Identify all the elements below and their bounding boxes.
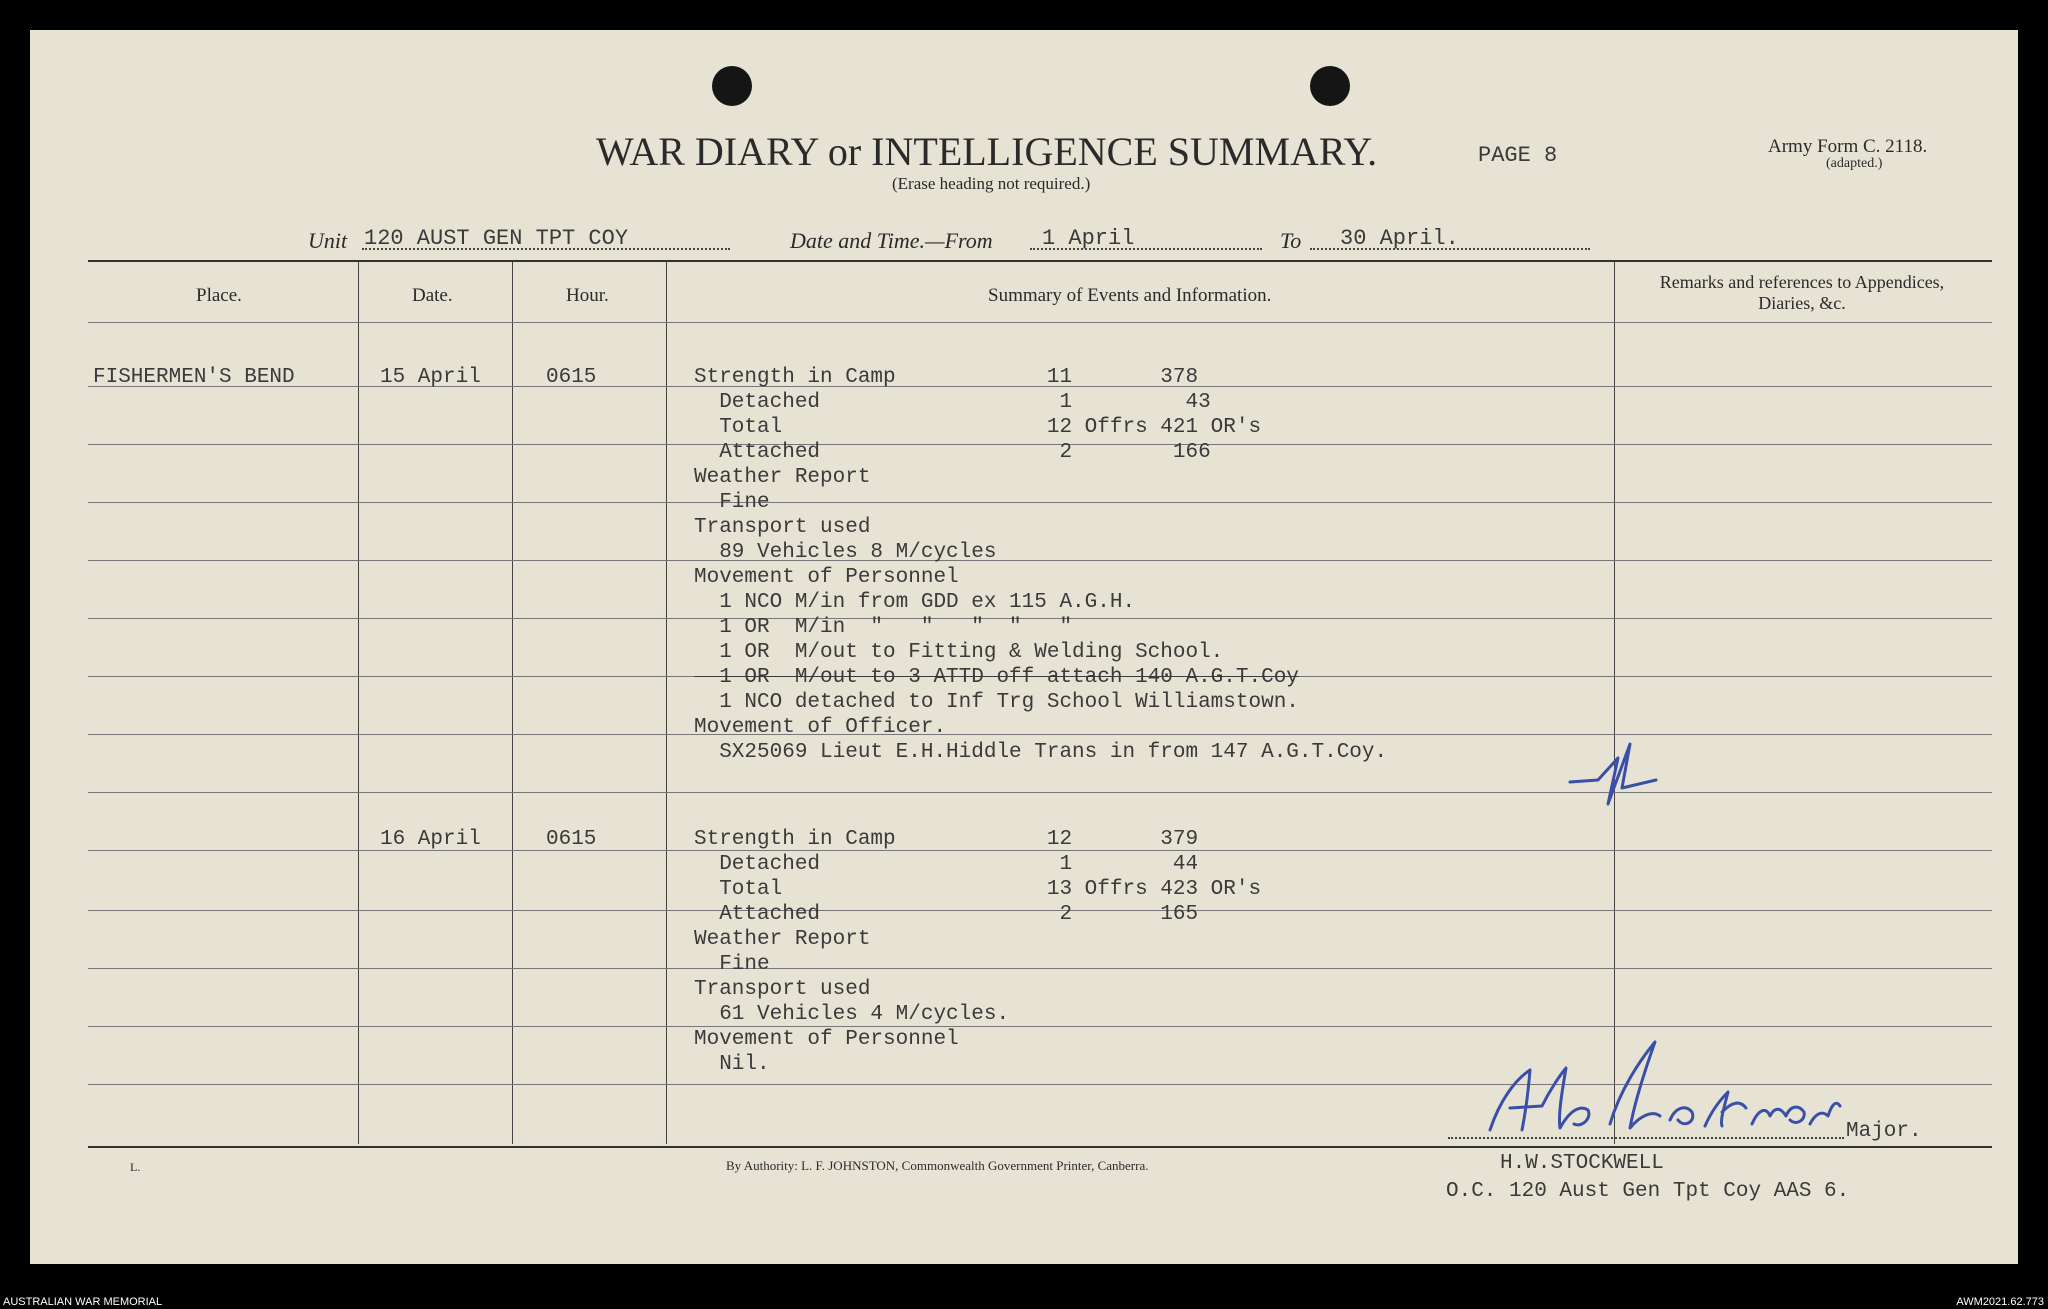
summary-line: Fine [694, 491, 770, 514]
ruled-line [358, 676, 512, 677]
to-label: To [1280, 228, 1302, 253]
unit-dotted-line [362, 248, 730, 250]
ruled-line [1614, 322, 1992, 323]
summary-line: 1 NCO M/in from GDD ex 115 A.G.H. [694, 591, 1136, 614]
from-dotted-line [1030, 248, 1262, 250]
summary-line: Detached 1 44 [694, 853, 1199, 876]
ruled-line [88, 676, 358, 677]
ruled-line [358, 502, 512, 503]
ruled-line [358, 560, 512, 561]
ruled-line [358, 910, 512, 911]
ruled-line [1614, 792, 1992, 793]
summary-line: Total 12 Offrs 421 OR's [694, 416, 1262, 439]
summary-line: Transport used [694, 978, 871, 1001]
erase-note: (Erase heading not required.) [892, 174, 1091, 193]
col-divider-hour [666, 262, 667, 1144]
ruled-line [512, 910, 666, 911]
summary-line: Movement of Personnel [694, 1028, 959, 1051]
punch-hole-right [1310, 66, 1350, 106]
ruled-line [1614, 850, 1992, 851]
ruled-line [358, 792, 512, 793]
table-top-rule [88, 260, 1992, 262]
summary-line: Attached 2 165 [694, 903, 1199, 926]
diary-title: WAR DIARY or INTELLIGENCE SUMMARY. [596, 129, 1378, 174]
army-form: Army Form C. 2118. [1768, 136, 1928, 157]
col-divider-summary [1614, 262, 1615, 1144]
ruled-line [88, 322, 358, 323]
col-header-hour: Hour. [566, 285, 609, 306]
archive-name: AUSTRALIAN WAR MEMORIAL [3, 1296, 163, 1308]
summary-line: Nil. [694, 1053, 770, 1076]
summary-line: Fine [694, 953, 770, 976]
summary-line: 1 OR M/out to Fitting & Welding School. [694, 641, 1224, 664]
unit-label: Unit [308, 228, 348, 253]
signature-rank: Major. [1846, 1120, 1922, 1143]
ruled-line [358, 734, 512, 735]
date-time-label: Date and Time.—From [790, 228, 993, 253]
ruled-line [1614, 968, 1992, 969]
ruled-line [358, 968, 512, 969]
summary-line: Detached 1 43 [694, 391, 1211, 414]
punch-hole-left [712, 66, 752, 106]
entry1-place: FISHERMEN'S BEND [93, 366, 295, 389]
col-header-summary: Summary of Events and Information. [988, 285, 1272, 306]
from-date: 1 April [1042, 226, 1135, 251]
ruled-line [512, 322, 666, 323]
unit-value: 120 AUST GEN TPT COY [364, 226, 629, 251]
initials-signature [1560, 730, 1670, 810]
ruled-line [358, 444, 512, 445]
ruled-line [1614, 502, 1992, 503]
col-header-remarks: Remarks and references to Appendices, Diaries, &c. [1659, 272, 1945, 313]
handwritten-signature [1470, 1020, 1850, 1160]
col-header-place: Place. [196, 285, 242, 306]
summary-line: 1 OR M/in " " " " " [694, 616, 1073, 639]
ruled-line [358, 1084, 512, 1085]
ruled-line [666, 322, 1614, 323]
ruled-line [1614, 734, 1992, 735]
summary-line: 89 Vehicles 8 M/cycles [694, 541, 997, 564]
ruled-line [88, 444, 358, 445]
ruled-line [512, 1084, 666, 1085]
col-header-date: Date. [412, 285, 453, 306]
entry1-hour: 0615 [546, 366, 597, 389]
ruled-line [512, 444, 666, 445]
ruled-line [88, 618, 358, 619]
ruled-line [1614, 444, 1992, 445]
printer-authority: By Authority: L. F. JOHNSTON, Commonwealth Government Printer, Canberra. [726, 1158, 1149, 1173]
ruled-line [512, 792, 666, 793]
ruled-line [358, 1026, 512, 1027]
ruled-line [512, 968, 666, 969]
ruled-line [88, 1084, 358, 1085]
summary-line: Weather Report [694, 928, 871, 951]
ruled-line [358, 322, 512, 323]
ruled-line [512, 502, 666, 503]
ruled-line [88, 502, 358, 503]
ruled-line [512, 676, 666, 677]
ruled-line [512, 560, 666, 561]
summary-line: Strength in Camp 11 378 [694, 366, 1199, 389]
archive-id: AWM2021.62.773 [1956, 1296, 2044, 1308]
signature-dotted-line [1448, 1137, 1844, 1139]
summary-line: Movement of Officer. [694, 716, 947, 739]
army-form-adapted: (adapted.) [1826, 156, 1883, 171]
diary-page [30, 30, 2018, 1264]
ruled-line [88, 560, 358, 561]
ruled-line [88, 792, 358, 793]
entry2-date: 16 April [380, 828, 481, 851]
ruled-line [88, 968, 358, 969]
col-divider-place [358, 262, 359, 1144]
summary-line: 61 Vehicles 4 M/cycles. [694, 1003, 1010, 1026]
ruled-line [88, 910, 358, 911]
summary-line: Transport used [694, 516, 871, 539]
signatory-position: O.C. 120 Aust Gen Tpt Coy AAS 6. [1446, 1180, 1850, 1203]
to-date: 30 April. [1340, 226, 1459, 251]
summary-line-struck: 1 OR M/out to 3 ATTD off attach 140 A.G.T.Coy [694, 666, 1299, 689]
ruled-line [1614, 910, 1992, 911]
entry1-date: 15 April [380, 366, 481, 389]
summary-line: Strength in Camp 12 379 [694, 828, 1199, 851]
page-number: PAGE 8 [1478, 143, 1558, 168]
ruled-line [88, 1026, 358, 1027]
entry2-hour: 0615 [546, 828, 597, 851]
ruled-line [358, 618, 512, 619]
ruled-line [666, 792, 1614, 793]
summary-line: Weather Report [694, 466, 871, 489]
summary-line: Total 13 Offrs 423 OR's [694, 878, 1262, 901]
summary-line: Attached 2 166 [694, 441, 1211, 464]
summary-line: 1 NCO detached to Inf Trg School Williamstown. [694, 691, 1299, 714]
ruled-line [666, 968, 1614, 969]
col-divider-date [512, 262, 513, 1144]
ruled-line [512, 1026, 666, 1027]
archive-footer [0, 1296, 2048, 1309]
ruled-line [1614, 676, 1992, 677]
ruled-line [666, 502, 1614, 503]
to-dotted-line [1310, 248, 1590, 250]
ruled-line [512, 734, 666, 735]
form-l-mark: L. [130, 1160, 141, 1174]
summary-line: SX25069 Lieut E.H.Hiddle Trans in from 147 A.G.T.Coy. [694, 741, 1388, 764]
summary-line: Movement of Personnel [694, 566, 959, 589]
ruled-line [88, 850, 358, 851]
ruled-line [1614, 560, 1992, 561]
ruled-line [88, 734, 358, 735]
ruled-line [1614, 618, 1992, 619]
ruled-line [1614, 386, 1992, 387]
signatory-name: H.W.STOCKWELL [1500, 1152, 1664, 1175]
ruled-line [512, 618, 666, 619]
